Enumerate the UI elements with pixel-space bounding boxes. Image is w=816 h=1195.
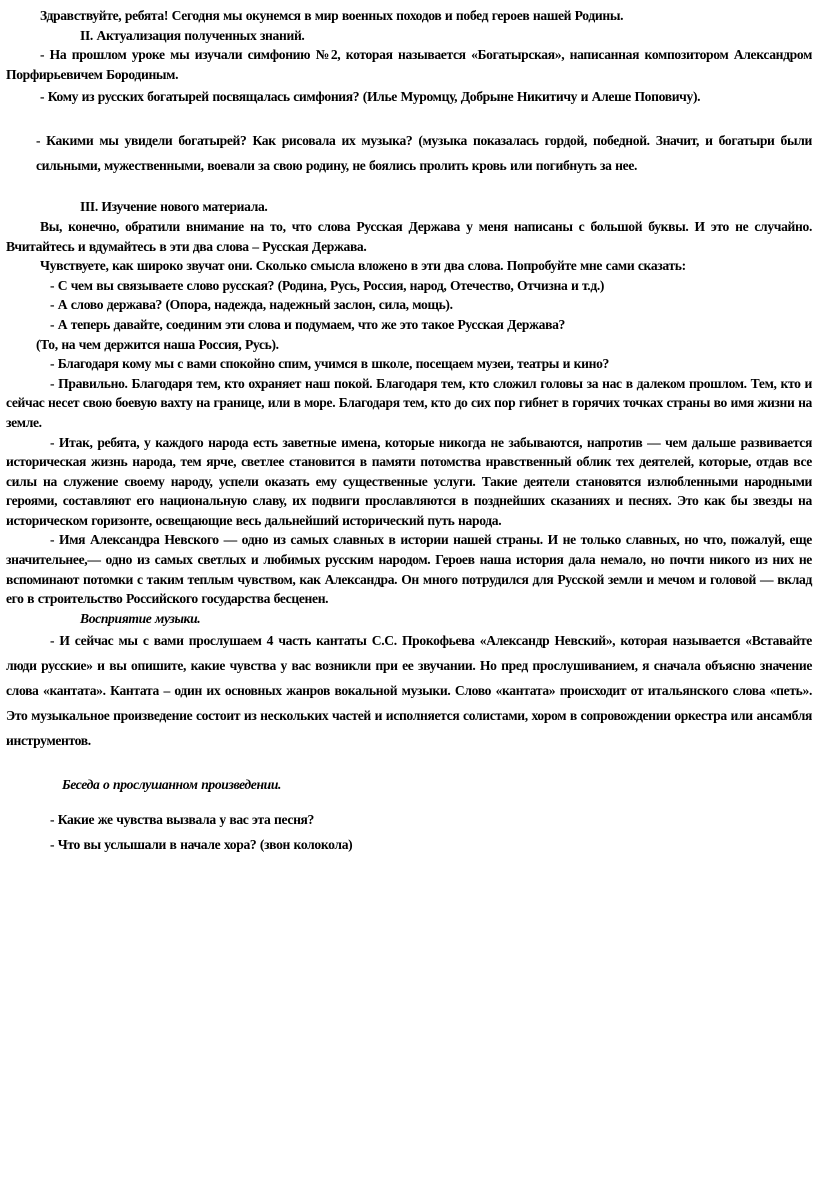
question-thanks-paragraph: - Благодаря кому мы с вами спокойно спим, учимся в школе, посещаем музеи, театры и кино? — [50, 356, 609, 372]
symphony-paragraph: - На прошлом уроке мы изучали симфонию №2, которая называется «Богатырская», написанная композитором Александром Порфирьевичем Бородиным. — [6, 47, 812, 82]
heroes-question-paragraph: - Кому из русских богатырей посвящалась симфония? (Илье Муромцу, Добрыне Никитичу и Алеше Поповичу). — [40, 89, 701, 105]
question-heard-paragraph: - Что вы услышали в начале хора? (звон колокола) — [50, 837, 353, 853]
conversation-heading: Беседа о прослушанном произведении. — [62, 777, 282, 793]
question-derzhava-paragraph: - А слово держава? (Опора, надежда, надежный заслон, сила, мощь). — [50, 297, 453, 313]
right-answer-paragraph: - Правильно. Благодаря тем, кто охраняет наш покой. Благодаря тем, кто сложил головы за нас в далеком прошлом. Тем, кто и сейчас несет свою боевую вахту на границе, или в море. Благодаря тем, кто до сих пор гибнет в горячих точках страны во имя жизни на земле. — [6, 375, 812, 430]
nevsky-paragraph: - Имя Александра Невского — одно из самых славных в истории нашей страны. И не только славных, но что, пожалуй, еще значительнее,— одно из самых светлых и любимых русским народом. Героев наша история дала немало, но почти никого из них не вспоминают потомки с таким теплым чувством, как Александра. Он много потрудился для Русской земли и мечом и головой — вклад его в строительство Российского государства бесценен. — [6, 532, 812, 607]
perception-heading: Восприятие музыки. — [80, 610, 201, 626]
section-heading-3: III. Изучение нового материала. — [80, 199, 268, 215]
question-combine-paragraph: - А теперь давайте, соединим эти слова и подумаем, что же это такое Русская Держава? — [50, 316, 565, 332]
question-feelings-paragraph: - Какие же чувства вызвала у вас эта песня? — [50, 812, 314, 828]
question-russian-paragraph: - С чем вы связываете слово русская? (Родина, Русь, Россия, народ, Отечество, Отчизна и т.д.) — [50, 277, 605, 293]
intro-paragraph: Здравствуйте, ребята! Сегодня мы окунемся в мир военных походов и побед героев нашей Родины. — [40, 8, 624, 23]
names-paragraph: - Итак, ребята, у каждого народа есть заветные имена, которые никогда не забываются, напротив — чем дальше развивается историческая жизнь народа, тем ярче, светлее становится в памяти потомства нравственный облик тех деятелей, которые, отдав все силы на служение своему народу, успели оказать ему существенные услуги. Такие деятели становятся излюбленными народными героями, составляют его национальную славу, их подвиги прославляются в позднейших сказаниях и песнях. Это как бы звезды на историческом горизонте, освещающие весь дальнейший исторический путь народа. — [6, 434, 812, 528]
how-seen-paragraph: - Какими мы увидели богатырей? Как рисовала их музыка? (музыка показалась гордой, победной. Значит, и богатыри были сильными, мужественными, воевали за свою родину, не боялись пролить кровь или погибнуть за нее. — [36, 133, 812, 174]
section-heading-2: II. Актуализация полученных знаний. — [80, 27, 305, 43]
answer-combine-paragraph: (То, на чем держится наша Россия, Русь). — [36, 336, 279, 352]
cantata-paragraph: - И сейчас мы с вами прослушаем 4 часть кантаты С.С. Прокофьева «Александр Невский», которая называется «Вставайте люди русские» и вы опишите, какие чувства у вас возникли при ее звучании. Но пред прослушиванием, я сначала объясню значение слова «кантата». Кантата – один их основных жанров вокальной музыки. Слово «кантата» происходит от итальянского слова «петь». Это музыкальное произведение состоит из нескольких частей и исполняется солистами, хором в сопровождении оркестра или ансамбля инструментов. — [6, 633, 812, 749]
feel-paragraph: Чувствуете, как широко звучат они. Сколько смысла вложено в эти два слова. Попробуйте мне сами сказать: — [40, 258, 686, 274]
capital-letters-paragraph: Вы, конечно, обратили внимание на то, что слова Русская Держава у меня написаны с большой буквы. И это не случайно. Вчитайтесь и вдумайтесь в эти два слова – Русская Держава. — [6, 218, 812, 254]
